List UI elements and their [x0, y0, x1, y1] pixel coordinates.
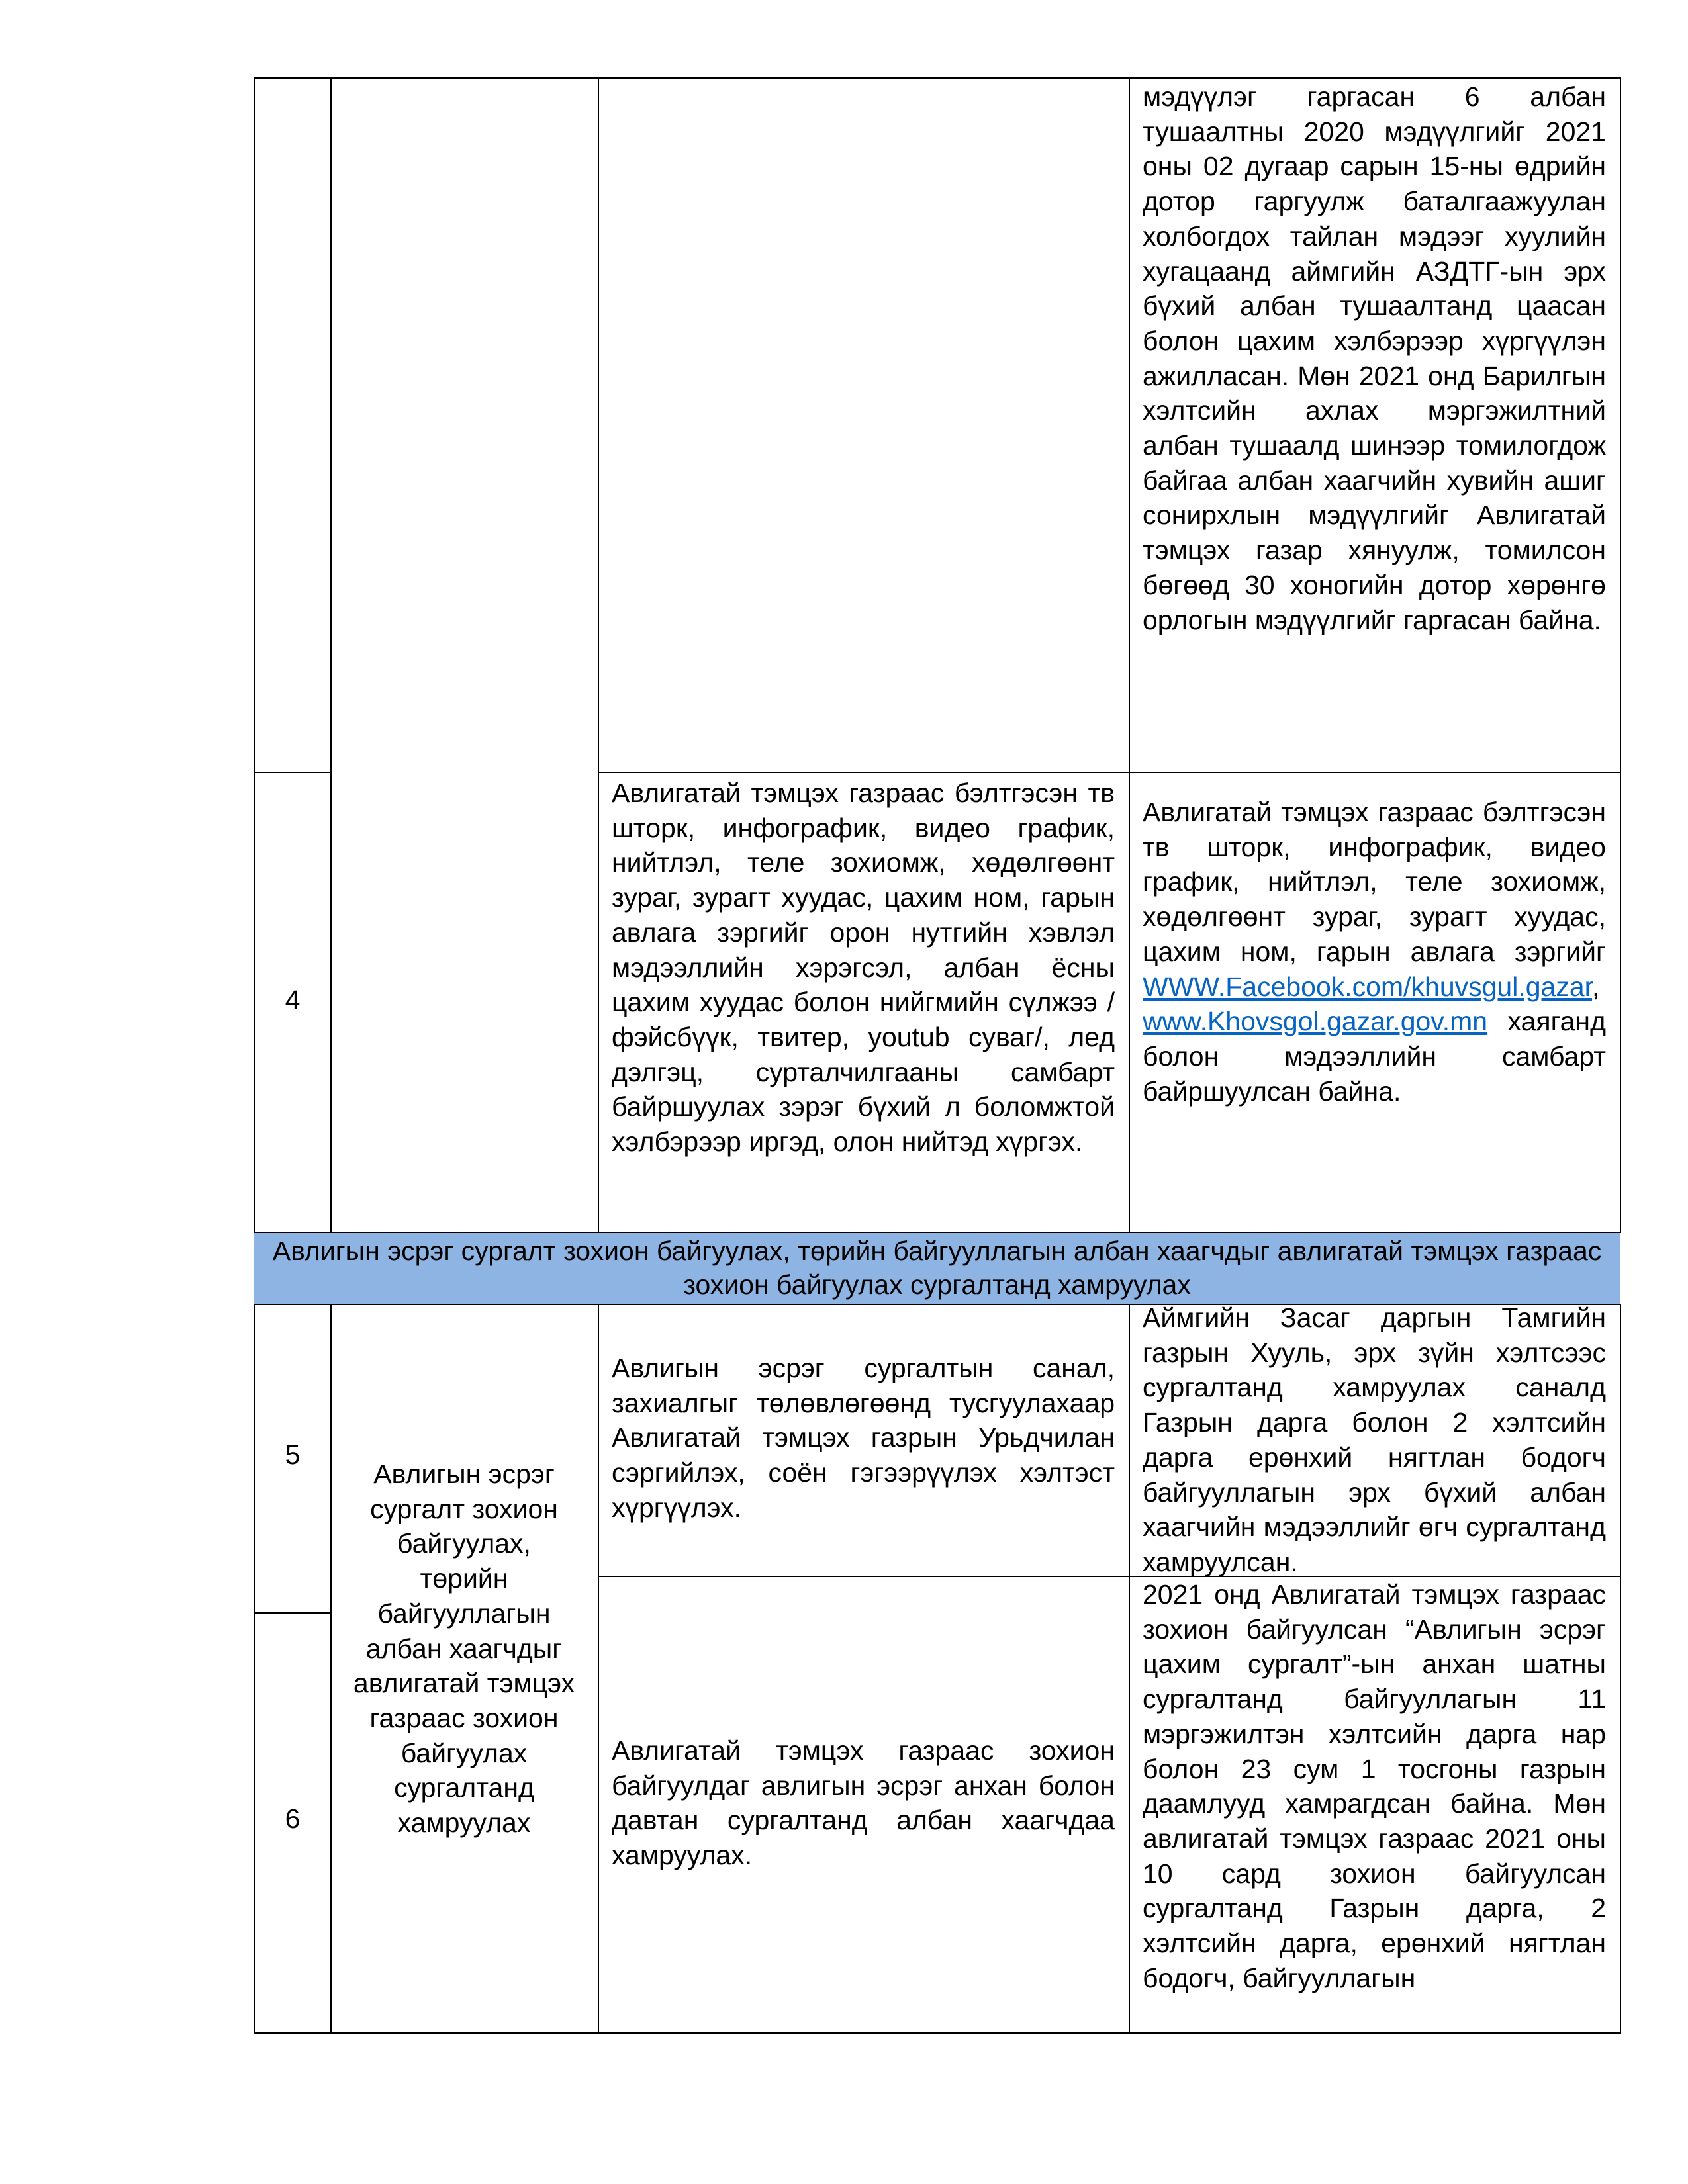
table-top-border — [254, 77, 1621, 79]
col2-border-upper — [598, 77, 599, 1233]
row4-content-top-border — [598, 772, 1621, 773]
result-text: Авлигатай тэмцэх газраас бэлтгэсэн тв шторк, инфографик, видео график, нийтлэл, теле зохиомж, хөдөлгөөнт зураг, зурагт хуудас, цахим ном, гарын авлага зэргийг — [1143, 797, 1606, 967]
table-left-border-lower — [254, 1304, 255, 2034]
col1-border-upper — [330, 77, 332, 1233]
task-cell: Авлигатай тэмцэх газраас бэлтгэсэн тв шторк, инфографик, видео график, нийтлэл, теле зохиомж, хөдөлгөөнт зураг, зурагт хуудас, цахим ном, гарын авлага зэргийг орон нутгийн хэвлэл мэдээллийн хэрэгсэл, албан ёсны цахим хуудас болон нийгмийн сүлжээ /фэйсбүүк, твитер, youtub суваг/, лед дэлгэц, сурталчилгааны самбарт байршуулах зэрэг бүхий л боломжтой хэлбэрээр иргэд, олон нийтэд хүргэх. — [612, 778, 1115, 1158]
row5-bottom-border-left — [254, 1612, 331, 1614]
result-text-end: хаяганд болон мэдээллийн самбарт байршуулсан байна. — [1143, 1006, 1606, 1107]
table-right-border-upper — [1620, 77, 1621, 1233]
row-number: 6 — [285, 1803, 301, 1834]
website-link[interactable]: www.Khovsgol.gazar.gov.mn — [1143, 1006, 1488, 1037]
result-continuation: мэдүүлэг гаргасан 6 албан тушаалтны 2020 мэдүүлгийг 2021 оны 02 дугаар сарын 15-ны өдрийн дотор гаргуулж баталгаажуулан холбогдох тайлан мэдээг хуулийн хугацаанд аймгийн АЗДТГ-ын эрх бүхий албан тушаалтанд цаасан болон цахим хэлбэрээр хүргүүлэн ажилласан. Мөн 2021 онд Барилгын хэлтсийн ахлах мэргэжилтний албан тушаалд шинээр томилогдож байгаа албан хаагчийн хувийн ашиг сонирхлын мэдүүлгийг Авлигатай тэмцэх газар хянуулж, томилсон бөгөөд 30 хоногийн дотор хөрөнгө орлогын мэдүүлгийг гаргасан байна. — [1143, 81, 1606, 635]
result-cell: Аймгийн Засаг даргын Тамгийн газрын Хууль, эрх зүйн хэлтсээс сургалтанд хамруулах саналд Газрын дарга болон 2 хэлтсийн дарга ерөнхий нягтлан бодогч байгууллагын эрх бүхий албан хаагчийн мэдээллийг өгч сургалтанд хамруулсан. — [1143, 1302, 1606, 1577]
col3-border-upper — [1129, 77, 1130, 1233]
row-number: 5 — [285, 1439, 301, 1470]
col2-border-lower — [598, 1304, 599, 2034]
col3-border-lower — [1129, 1304, 1130, 2034]
task-cell: Авлигын эсрэг сургалтын санал, захиалгыг төлөвлөгөөнд тусгуулахаар Авлигатай тэмцэх газрын Урьдчилан сэргийлэх, соён гэгээрүүлэх хэлтэст хүргүүлэх. — [612, 1353, 1115, 1523]
col1-border-lower — [330, 1304, 332, 2034]
table-right-border-lower — [1620, 1304, 1621, 2034]
row-number: 4 — [285, 985, 301, 1015]
row4-top-border — [254, 772, 331, 773]
table-left-border — [254, 77, 255, 1233]
link-separator: , — [1592, 971, 1600, 1002]
band-top-border — [254, 1232, 1621, 1233]
facebook-link[interactable]: WWW.Facebook.com/khuvsgul.gazar — [1143, 971, 1593, 1002]
result-cell — [1143, 795, 1606, 1109]
objective-cell: Авлигын эсрэг сургалт зохион байгуулах, төрийн байгууллагын албан хаагчдыг авлигатай тэмцэх газраас зохион байгуулах сургалтанд хамруулах — [353, 1459, 575, 1839]
section-header: Авлигын эсрэг сургалт зохион байгуулах, төрийн байгууллагын албан хаагчдыг авлигатай тэмцэх газраас зохион байгуулах сургалтанд хамруулах — [272, 1236, 1602, 1300]
table-bottom-border — [254, 2032, 1621, 2034]
result-cell: 2021 онд Авлигатай тэмцэх газраас зохион байгуулсан “Авлигын эсрэг цахим сургалт”-ын анхан шатны сургалтанд байгууллагын 11 мэргэжилтэн хэлтсийн дарга нар болон 23 сум 1 тосгоны газрын даамлууд хамрагдсан байна. Мөн авлигатай тэмцэх газраас 2021 оны 10 сард зохион байгуулсан сургалтанд Газрын дарга, 2 хэлтсийн дарга, ерөнхий нягтлан бодогч, байгууллагын — [1143, 1579, 1606, 1993]
task-cell: Авлигатай тэмцэх газраас зохион байгуулдаг авлигын эсрэг анхан болон давтан сургалтанд албан хаагчдаа хамруулах. — [612, 1735, 1115, 1871]
